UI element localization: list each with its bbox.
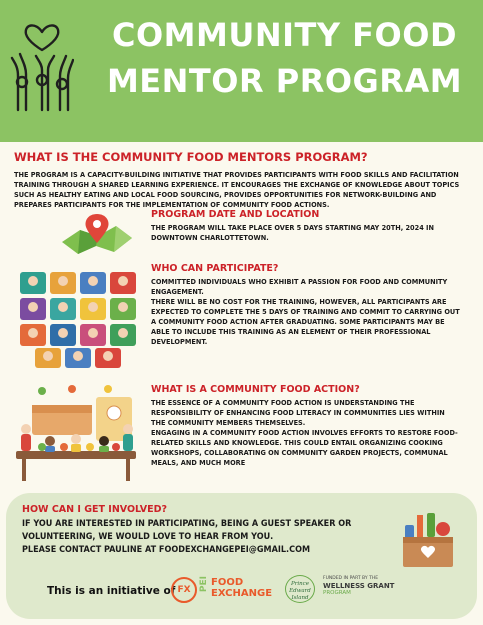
fx-line-2: EXCHANGE [211,588,273,599]
initiative-label: This is an initiative of [47,585,176,597]
section-participate-text-2: THERE WILL BE NO COST FOR THE TRAINING, HOWEVER, ALL PARTICIPANTS ARE EXPECTED TO COMPLETE THE 5 DAYS OF TRAINING AND COMMIT TO CARRYING OUT A COMMUNITY FOOD ACTION AFTER GRADUATING. SOME PARTICIPANTS MAY BE ABLE TO INCLUDE THIS TRAINING AS AN ELEMENT OF THEIR PROFESSIONAL DEVELOPMENT. [151,297,460,346]
fx-mark: FX [171,577,197,603]
section-action-heading: WHAT IS A COMMUNITY FOOD ACTION? [151,384,360,395]
wellness-grant-logo [323,576,403,596]
fx-pei-label: PEI [199,576,209,593]
get-involved-line-1: IF YOU ARE INTERESTED IN PARTICIPATING, BEING A GUEST SPEAKER OR [22,519,352,529]
get-involved-line-2: VOLUNTEERING, WE WOULD LOVE TO HEAR FROM YOU. [22,532,274,542]
food-donation-box-icon [399,511,457,571]
funded-by-label: FUNDED IN PART BY THE [323,576,379,581]
fx-name [211,577,272,599]
title-line-1: COMMUNITY FOOD [111,16,457,54]
section-action-text-1: THE ESSENCE OF A COMMUNITY FOOD ACTION IS UNDERSTANDING THE RESPONSIBILITY OF ENHANCING FOOD LITERACY IN COMMUNITIES LIES WITHIN THE COMMUNITY MEMBERS THEMSELVES. [151,398,445,427]
section-participate-heading: WHO CAN PARTICIPATE? [151,263,279,274]
get-involved-text [22,518,402,557]
map-pin-icon [58,212,136,254]
get-involved-heading: HOW CAN I GET INVOLVED? [22,504,168,515]
fx-line-1: FOOD [211,577,244,588]
wellness-grant-label: WELLNESS GRANT [323,582,395,590]
page-title [92,12,477,104]
section-date-heading: PROGRAM DATE AND LOCATION [151,209,320,220]
food-exchange-logo [171,574,271,606]
section-action-text-2: ENGAGING IN A COMMUNITY FOOD ACTION INVOLVES EFFORTS TO RESTORE FOOD-RELATED SKILLS AND KNOWLEDGE. THIS COULD ENTAIL ORGANIZING COOKING WORKSHOPS, COLLABORATING ON COMMUNITY GARDEN PROJECTS, COMMUNAL MEALS, AND MUCH MORE [151,428,458,467]
program-label: PROGRAM [323,590,351,596]
get-involved-box [6,493,477,619]
people-puzzle-icon [16,270,140,370]
header-banner [0,0,483,142]
intro-heading: WHAT IS THE COMMUNITY FOOD MENTORS PROGRAM? [14,150,368,164]
get-involved-contact[interactable]: PLEASE CONTACT PAULINE AT FOODEXCHANGEPEI@GMAIL.COM [22,545,311,555]
hands-heart-icon [10,14,74,114]
section-date-text: THE PROGRAM WILL TAKE PLACE OVER 5 DAYS STARTING MAY 20TH, 2024 IN DOWNTOWN CHARLOTTETOWN. [151,223,434,242]
community-cooking-icon [12,383,140,483]
section-participate-text-1: COMMITTED INDIVIDUALS WHO EXHIBIT A PASSION FOR FOOD AND COMMUNITY ENGAGEMENT. [151,277,448,296]
intro-text: THE PROGRAM IS A CAPACITY-BUILDING INITIATIVE THAT PROVIDES PARTICIPANTS WITH FOOD SKILLS AND FACILITATION TRAINING THROUGH A SHARED LEARNING EXPERIENCE. IT ENCOURAGES THE EXCHANGE OF KNOWLEDGE ABOUT TOPICS SUCH AS HEALTHY EATING AND LOCAL FOOD SOURCING, PROVIDES OPPORTUNITIES FOR NETWORK-BUILDING AND PREPARES PARTICIPANTS FOR THE IMPLEMENTATION OF COMMUNITY FOOD ACTIONS. [14,170,460,209]
pei-government-logo: Prince Edward Island [285,575,315,603]
title-line-2: MENTOR PROGRAM [106,62,463,100]
